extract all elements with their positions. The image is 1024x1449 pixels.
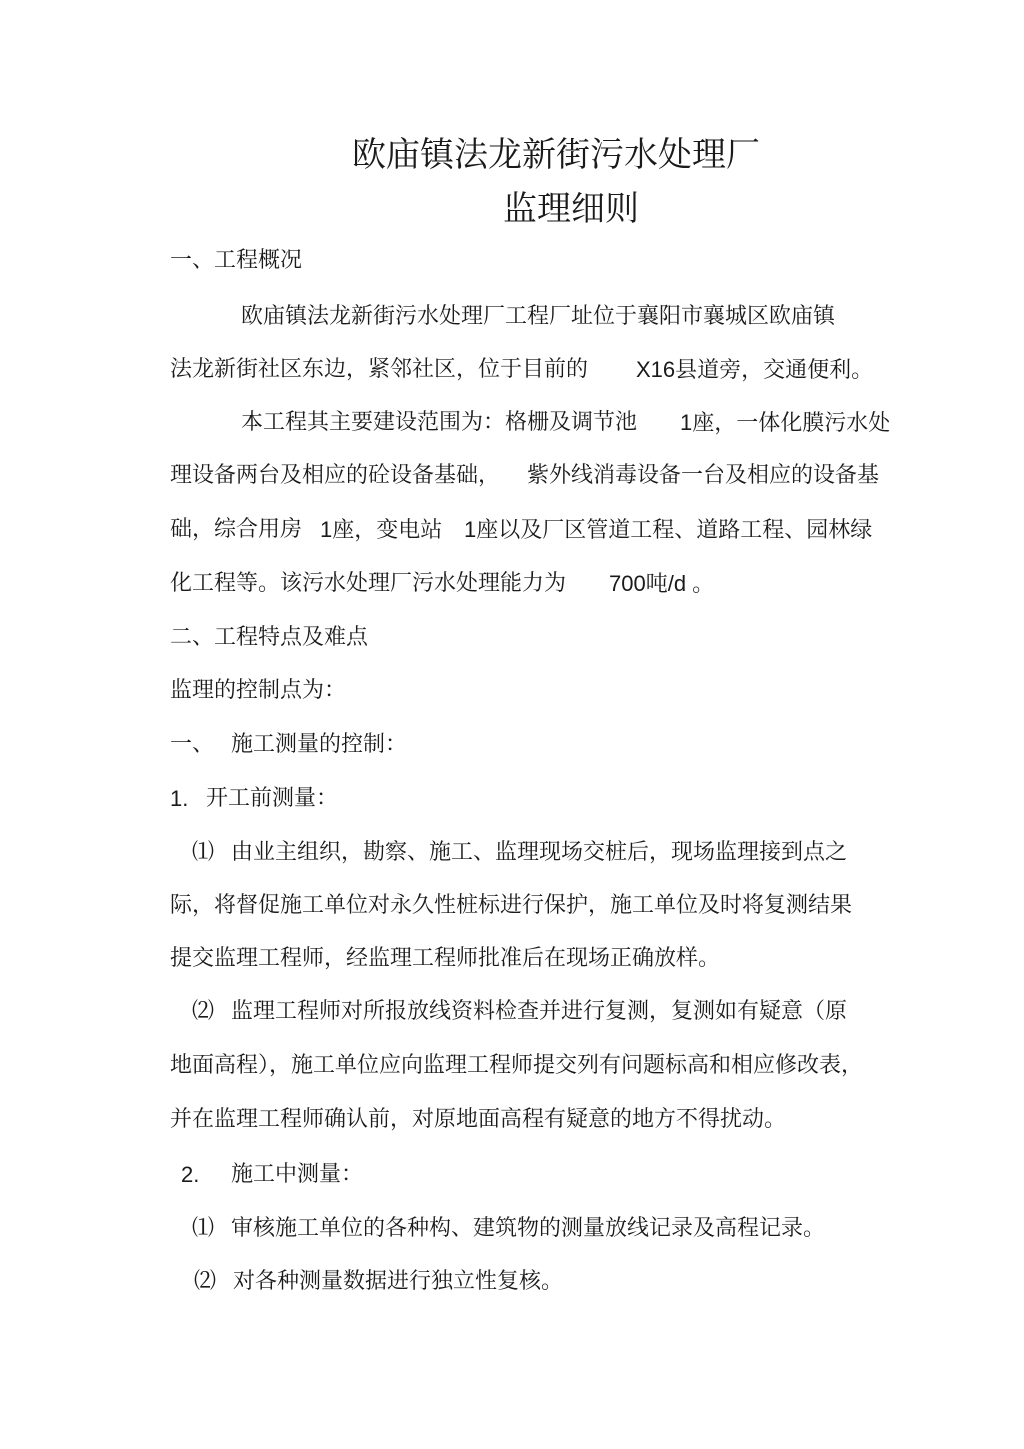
sub1-p2-marker: ⑵ [192, 999, 215, 1024]
paragraph2-line2a: 理设备两台及相应的砼设备基础， [170, 463, 501, 488]
paragraph1-line2a: 法龙新街社区东边，紧邻社区，位于目前的 [170, 357, 589, 382]
section2-heading: 二、工程特点及难点 [170, 625, 369, 650]
control-points-intro: 监理的控制点为： [170, 678, 347, 703]
paragraph1-line1: 欧庙镇法龙新街污水处理厂工程厂址位于襄阳市襄城区欧庙镇 [241, 304, 836, 329]
sub2-marker: 2. [181, 1162, 200, 1187]
sub1-label: 开工前测量： [206, 786, 339, 811]
sub1-p2-line1: 监理工程师对所报放线资料检查并进行复测，复测如有疑意（原 [231, 999, 848, 1024]
document-title-line2: 监理细则 [503, 189, 639, 229]
paragraph2-line3a: 础，综合用房 [170, 517, 303, 542]
sub1-p2-line2: 地面高程），施工单位应向监理工程师提交列有问题标高和相应修改表， [170, 1053, 864, 1078]
sub1-p1-marker: ⑴ [192, 840, 215, 865]
sub1-p1-line1: 由业主组织，勘察、施工、监理现场交桩后，现场监理接到点之 [231, 840, 848, 865]
sub2-p1-text: 审核施工单位的各种构、建筑物的测量放线记录及高程记录。 [231, 1216, 826, 1241]
item1-marker: 一、 [170, 732, 215, 757]
sub2-p2-text: 对各种测量数据进行独立性复核。 [233, 1269, 564, 1294]
paragraph2-line4b: 700吨/d 。 [609, 571, 715, 596]
paragraph1-line2b: X16县道旁，交通便利。 [636, 357, 874, 382]
sub1-p2-line3: 并在监理工程师确认前，对原地面高程有疑意的地方不得扰动。 [170, 1107, 787, 1132]
sub1-p1-line2: 际，将督促施工单位对永久性桩标进行保护，施工单位及时将复测结果 [170, 893, 853, 918]
paragraph2-line2b: 紫外线消毒设备一台及相应的设备基 [527, 463, 880, 488]
paragraph2-line1a: 本工程其主要建设范围为：格栅及调节池 [241, 410, 638, 435]
paragraph2-line4a: 化工程等。该污水处理厂污水处理能力为 [170, 571, 567, 596]
section1-heading: 一、工程概况 [170, 248, 303, 273]
document-title-line1: 欧庙镇法龙新街污水处理厂 [352, 135, 760, 175]
paragraph2-line3b: 1座，变电站 [320, 517, 443, 542]
sub2-p1-marker: ⑴ [192, 1216, 215, 1241]
paragraph2-line3c: 1座以及厂区管道工程、道路工程、园林绿 [464, 517, 873, 542]
sub1-p1-line3: 提交监理工程师，经监理工程师批准后在现场正确放样。 [170, 946, 721, 971]
sub2-p2-marker: ⑵ [194, 1269, 217, 1294]
sub2-label: 施工中测量： [231, 1162, 364, 1187]
item1-label: 施工测量的控制： [231, 732, 408, 757]
paragraph2-line1b: 1座，一体化膜污水处 [680, 410, 891, 435]
sub1-marker: 1. [170, 786, 189, 811]
